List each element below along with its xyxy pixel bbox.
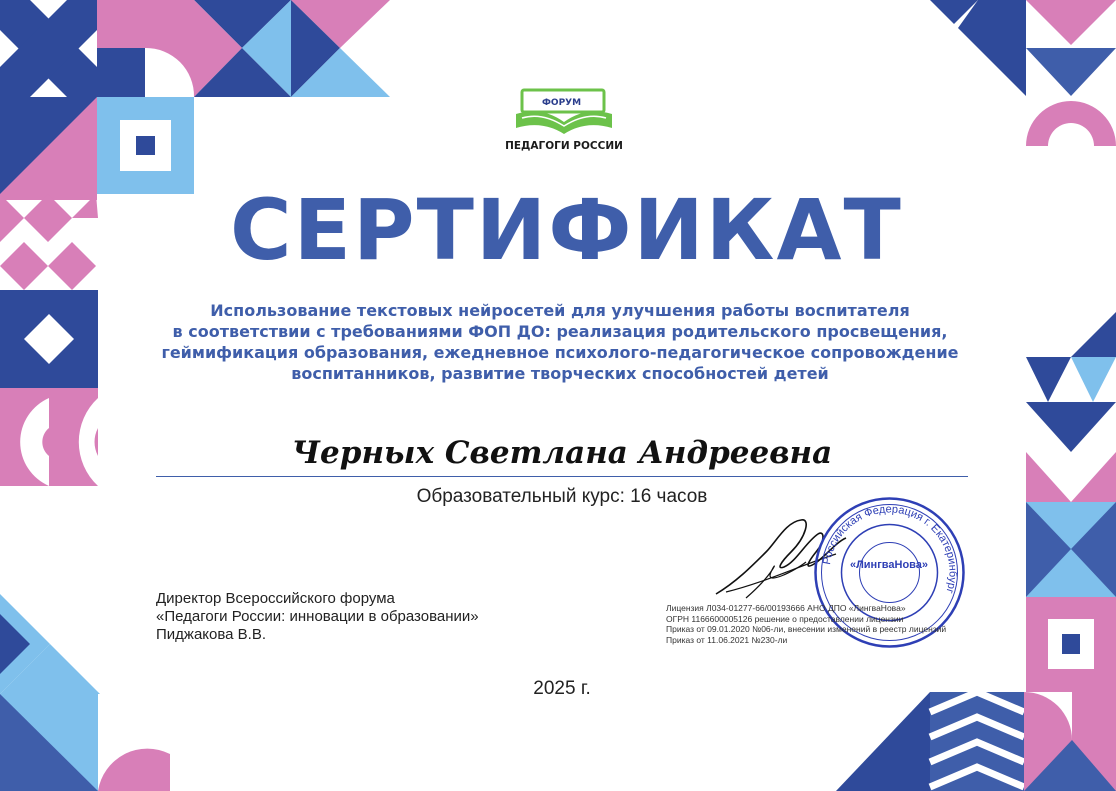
license-line: ОГРН 1166600005126 решение о предоставлении лицензии [666,613,904,624]
decor-left-column [0,194,98,594]
decor-bottom-right [836,692,1116,791]
decor-top-right [930,0,1116,146]
course-line: в соответствии с требованиями ФОП ДО: реализация родительского просвещения, [172,322,948,341]
recipient-name: Черных Светлана Андреевна [291,435,833,471]
course-line: воспитанников, развитие творческих способностей детей [291,364,829,383]
director-line: Директор Всероссийского форума [156,590,395,607]
course-hours: Образовательный курс: 16 часов [416,486,708,507]
decor-bottom-left [0,594,170,791]
open-book-icon [502,84,626,140]
director-line: «Педагоги России: инновации в образовании» [156,608,479,625]
logo-caption: ПЕДАГОГИ РОССИИ [505,140,623,152]
decor-top-left [0,0,390,200]
license-block [666,603,946,645]
stamp-center-text: «ЛингваНова» [849,559,929,571]
forum-logo [502,84,626,160]
license-line: Приказ от 11.06.2021 №230-ли [666,634,788,645]
course-description [150,300,970,384]
issue-year: 2025 г. [533,678,591,699]
director-block [156,590,479,644]
course-line: Использование текстовых нейросетей для улучшения работы воспитателя [210,301,910,320]
license-line: Приказ от 09.01.2020 №06-ли, внесении изменений в реестр лицензий [666,624,947,634]
course-line: геймификация образования, ежедневное психолого-педагогическое сопровождение [161,343,959,362]
director-line: Пиджакова В.В. [156,626,267,643]
decor-right-column [1026,312,1116,692]
recipient-underline [156,476,968,477]
license-line: Лицензия Л034-01277-66/00193666 АНО ДПО «ЛингваНова» [666,603,906,613]
svg-text:Российская Федерация г. Екатер: Российская Федерация г. Екатеринбург [821,503,959,595]
logo-word: ФОРУМ [542,98,582,108]
certificate-title: СЕРТИФИКАТ [230,181,903,279]
